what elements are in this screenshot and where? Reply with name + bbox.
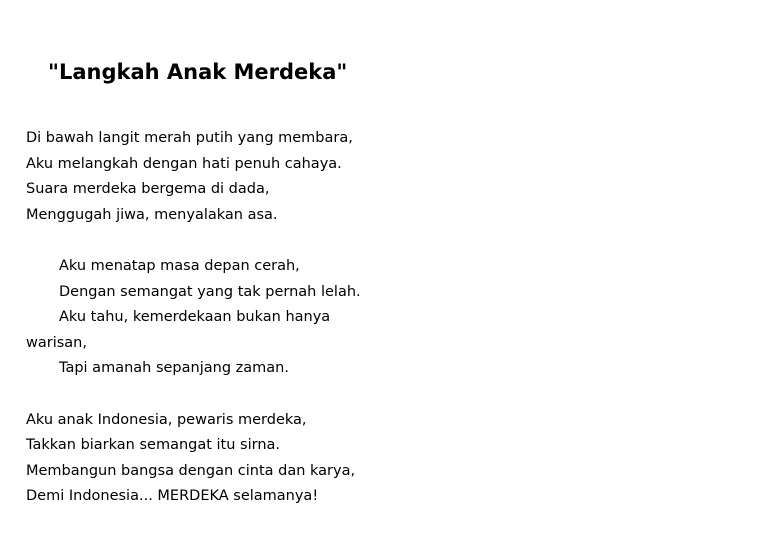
poem-line: Tapi amanah sepanjang zaman. (59, 360, 289, 377)
poem-line: Membangun bangsa dengan cinta dan karya, (26, 462, 356, 479)
poem-line: Takkan biarkan semangat itu sirna. (26, 437, 281, 454)
poem-title: "Langkah Anak Merdeka" (48, 60, 348, 84)
poem-line: Aku anak Indonesia, pewaris merdeka, (26, 411, 307, 428)
poem-line: Demi Indonesia... MERDEKA selamanya! (26, 488, 319, 505)
poem-body (26, 126, 386, 510)
poem-line: Aku menatap masa depan cerah, (59, 257, 300, 274)
poem-line: Aku tahu, kemerdekaan bukan hanya warisan, (26, 309, 331, 351)
poem-line: Suara merdeka bergema di dada, (26, 181, 270, 198)
poem-line: Dengan semangat yang tak pernah lelah. (59, 283, 361, 300)
stanza-3 (26, 408, 386, 510)
stanza-1 (26, 126, 386, 228)
stanza-2 (26, 254, 386, 382)
poem-line: Aku melangkah dengan hati penuh cahaya. (26, 155, 342, 172)
poem-line: Di bawah langit merah putih yang membara, (26, 130, 353, 146)
poem-line: Menggugah jiwa, menyalakan asa. (26, 206, 278, 223)
